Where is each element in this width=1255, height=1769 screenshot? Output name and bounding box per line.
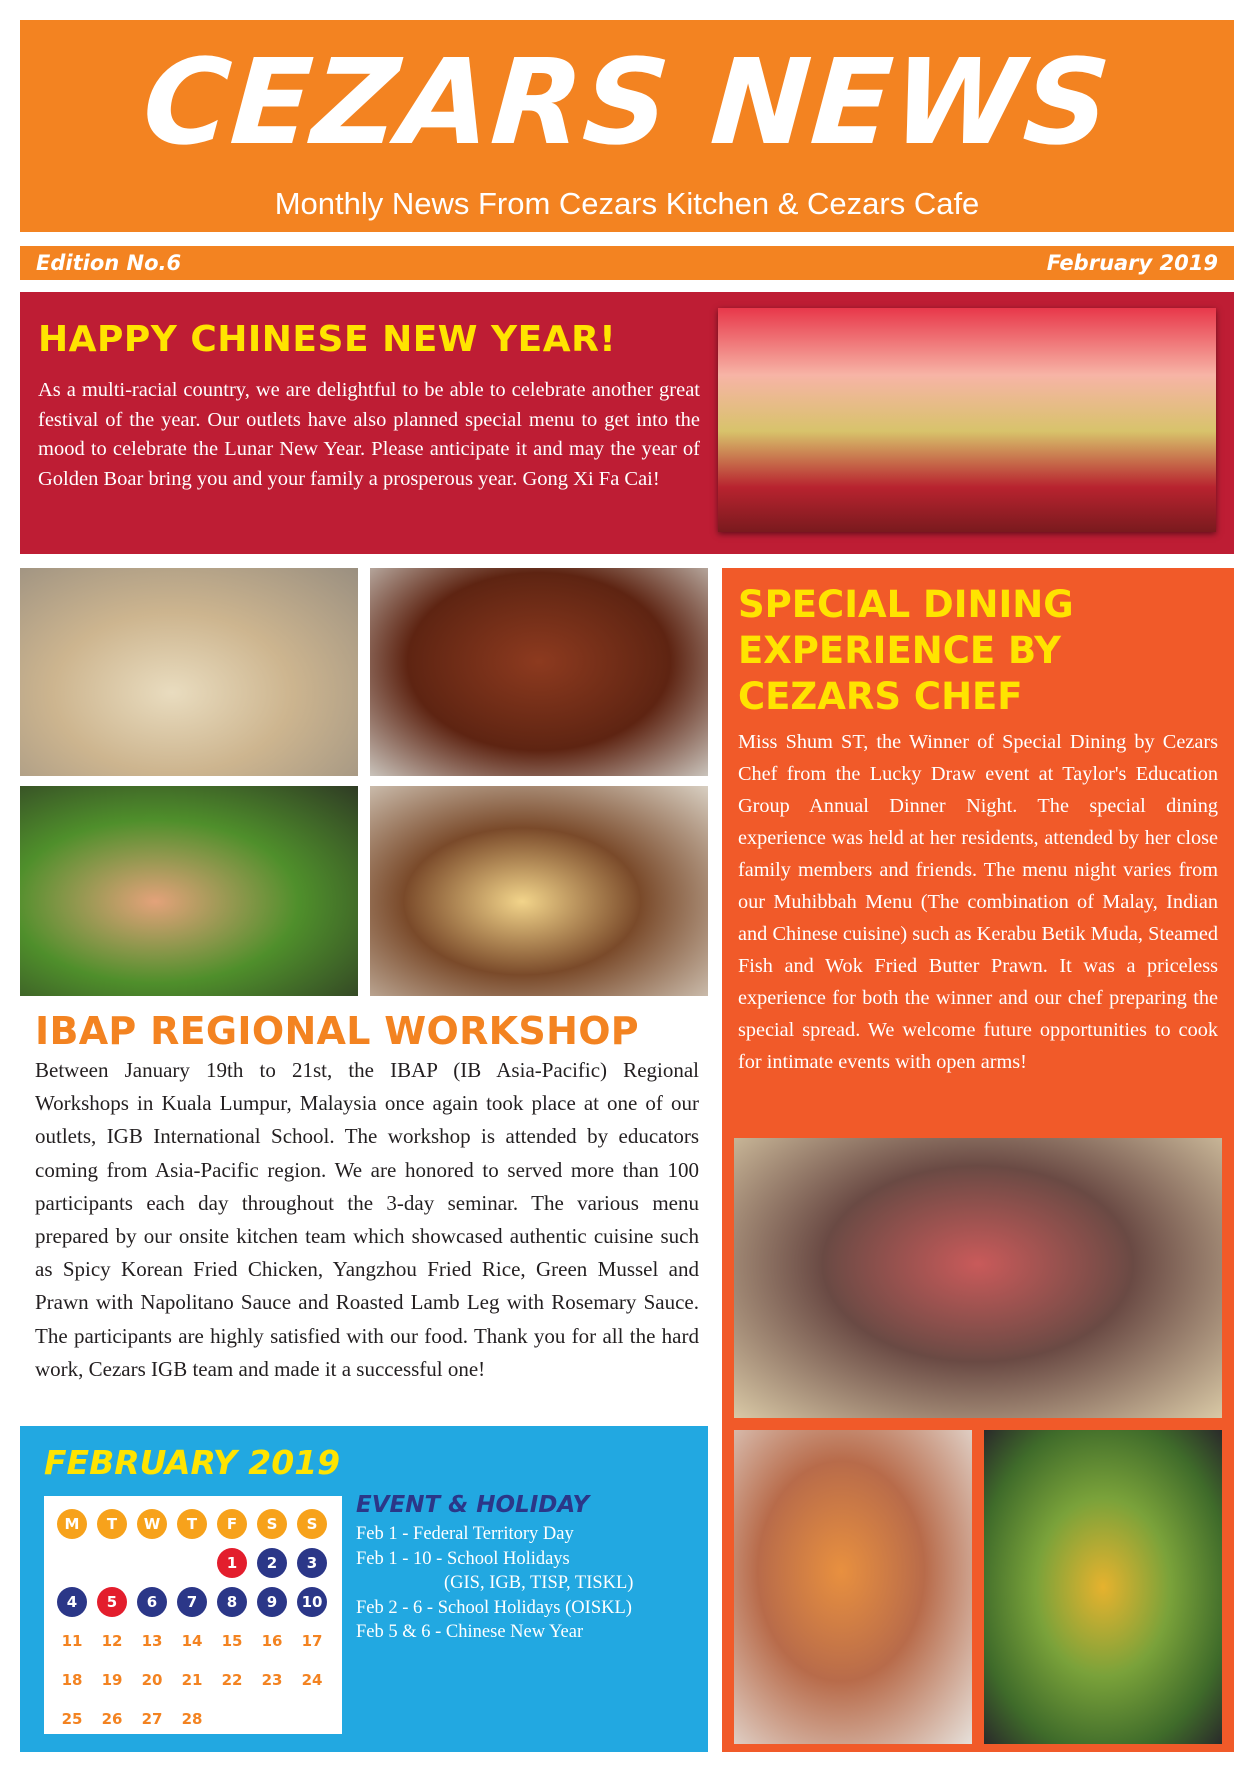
calendar-blank bbox=[132, 1543, 172, 1582]
calendar-grid bbox=[52, 1504, 332, 1738]
event-item: Feb 1 - Federal Territory Day bbox=[356, 1524, 574, 1544]
calendar-day: 20 bbox=[141, 1670, 163, 1689]
mussel-prawn-photo bbox=[20, 786, 358, 996]
masthead bbox=[20, 20, 1234, 232]
calendar-day: 15 bbox=[221, 1631, 243, 1650]
calendar-day: 19 bbox=[101, 1670, 123, 1689]
calendar-blank bbox=[92, 1543, 132, 1582]
weekday-header bbox=[292, 1504, 332, 1543]
calendar-day: 18 bbox=[61, 1670, 83, 1689]
holiday-day-marker: 5 bbox=[97, 1587, 127, 1617]
calendar-day bbox=[252, 1582, 292, 1621]
prawn-dish-photo bbox=[734, 1430, 972, 1744]
cny-heading: HAPPY CHINESE NEW YEAR! bbox=[38, 319, 617, 360]
fried-rice-photo bbox=[20, 568, 358, 776]
weekday-header bbox=[92, 1504, 132, 1543]
newsletter-title: CEZARS NEWS bbox=[138, 33, 1116, 171]
events-heading: EVENT & HOLIDAY bbox=[356, 1492, 590, 1518]
weekday-header bbox=[172, 1504, 212, 1543]
calendar-day: 17 bbox=[301, 1631, 323, 1650]
events-list bbox=[356, 1488, 696, 1645]
calendar-day: 27 bbox=[141, 1709, 163, 1728]
edition-date: February 2019 bbox=[1046, 251, 1218, 275]
newsletter-subtitle: Monthly News From Cezars Kitchen & Cezars Cafe bbox=[274, 186, 980, 221]
ibap-body: Between January 19th to 21st, the IBAP (IB Asia-Pacific) Regional Workshops in Kuala Lumpur, Malaysia once again took place at one of our outlets, IGB International School. The workshop is attended by educators coming from Asia-Pacific region. We are honored to served more than 100 participants each day throughout the 3-day seminar. The various menu prepared by our onsite kitchen team which showcased authentic cuisine such as Spicy Korean Fried Chicken, Yangzhou Fried Rice, Green Mussel and Prawn with Napolitano Sauce and Roasted Lamb Leg with Rosemary Sauce. The participants are highly satisfied with our food. Thank you for all the hard work, Cezars IGB team and made it a successful one! bbox=[35, 1058, 699, 1381]
weekday-header bbox=[52, 1504, 92, 1543]
chef-body: Miss Shum ST, the Winner of Special Dining by Cezars Chef from the Lucky Draw event at Taylor's Education Group Annual Dinner Night. The special dining experience was held at her residents, attended by her close family members and friends. The menu night varies from our Muhibbah Menu (The combination of Malay, Indian and Chinese cuisine) such as Kerabu Betik Muda, Steamed Fish and Wok Fried Butter Prawn. It was a priceless experience for both the winner and our chef preparing the special spread. We welcome future opportunities to cook for intimate events with open arms! bbox=[738, 731, 1218, 1073]
calendar-day bbox=[292, 1582, 332, 1621]
calendar-day bbox=[132, 1582, 172, 1621]
calendar-day: 23 bbox=[261, 1670, 283, 1689]
ibap-heading: IBAP REGIONAL WORKSHOP bbox=[35, 1009, 639, 1053]
calendar-day bbox=[52, 1582, 92, 1621]
calendar-day bbox=[212, 1543, 252, 1582]
calendar-day: 14 bbox=[181, 1631, 203, 1650]
calendar-grid-box bbox=[44, 1496, 342, 1734]
weekday-label: S bbox=[297, 1509, 327, 1539]
calendar-day: 22 bbox=[221, 1670, 243, 1689]
weekday-label: T bbox=[177, 1509, 207, 1539]
calendar-day bbox=[92, 1582, 132, 1621]
calendar-day: 25 bbox=[61, 1709, 83, 1728]
weekday-label: M bbox=[57, 1509, 87, 1539]
holiday-day-marker: 1 bbox=[217, 1548, 247, 1578]
weekday-label: T bbox=[97, 1509, 127, 1539]
calendar-section bbox=[20, 1426, 708, 1752]
calendar-day bbox=[252, 1543, 292, 1582]
school-holiday-marker: 9 bbox=[257, 1587, 287, 1617]
event-item: (GIS, IGB, TISP, TISKL) bbox=[444, 1573, 634, 1593]
school-holiday-marker: 6 bbox=[137, 1587, 167, 1617]
lion-dance-photo bbox=[718, 308, 1216, 532]
dining-family-photo bbox=[734, 1138, 1222, 1418]
school-holiday-marker: 10 bbox=[297, 1587, 327, 1617]
cny-section bbox=[20, 292, 1234, 554]
event-item: Feb 1 - 10 - School Holidays bbox=[356, 1548, 570, 1569]
calendar-heading: FEBRUARY 2019 bbox=[44, 1443, 341, 1482]
chef-heading: SPECIAL DINING EXPERIENCE BY CEZARS CHEF bbox=[738, 583, 1074, 718]
fried-chicken-photo bbox=[370, 568, 708, 776]
edition-bar bbox=[20, 246, 1234, 280]
school-holiday-marker: 8 bbox=[217, 1587, 247, 1617]
calendar-blank bbox=[52, 1543, 92, 1582]
event-item: Feb 5 & 6 - Chinese New Year bbox=[356, 1622, 584, 1642]
weekday-label: S bbox=[257, 1509, 287, 1539]
calendar-blank bbox=[172, 1543, 212, 1582]
edition-number: Edition No.6 bbox=[36, 251, 182, 275]
calendar-day: 13 bbox=[141, 1631, 163, 1650]
calendar-day bbox=[292, 1543, 332, 1582]
weekday-label: W bbox=[137, 1509, 167, 1539]
dessert-glasses-photo bbox=[370, 786, 708, 996]
calendar-day: 11 bbox=[61, 1631, 83, 1650]
school-holiday-marker: 2 bbox=[257, 1548, 287, 1578]
calendar-day: 26 bbox=[101, 1709, 123, 1728]
kerabu-salad-photo bbox=[984, 1430, 1222, 1744]
calendar-day: 21 bbox=[181, 1670, 203, 1689]
weekday-header bbox=[132, 1504, 172, 1543]
school-holiday-marker: 4 bbox=[57, 1587, 87, 1617]
calendar-day: 12 bbox=[101, 1631, 123, 1650]
weekday-label: F bbox=[217, 1509, 247, 1539]
calendar-day bbox=[212, 1582, 252, 1621]
calendar-day bbox=[172, 1582, 212, 1621]
weekday-header bbox=[252, 1504, 292, 1543]
calendar-day: 24 bbox=[301, 1670, 323, 1689]
cny-body: As a multi-racial country, we are delightful to be able to celebrate another great festival of the year. Our outlets have also planned special menu to get into the mood to celebrate the Lunar New Year. Please anticipate it and may the year of Golden Boar bring you and your family a prosperous year. Gong Xi Fa Cai! bbox=[38, 379, 700, 490]
calendar-day: 28 bbox=[181, 1709, 203, 1728]
school-holiday-marker: 7 bbox=[177, 1587, 207, 1617]
calendar-day: 16 bbox=[261, 1631, 283, 1650]
school-holiday-marker: 3 bbox=[297, 1548, 327, 1578]
weekday-header bbox=[212, 1504, 252, 1543]
event-item: Feb 2 - 6 - School Holidays (OISKL) bbox=[356, 1597, 632, 1618]
